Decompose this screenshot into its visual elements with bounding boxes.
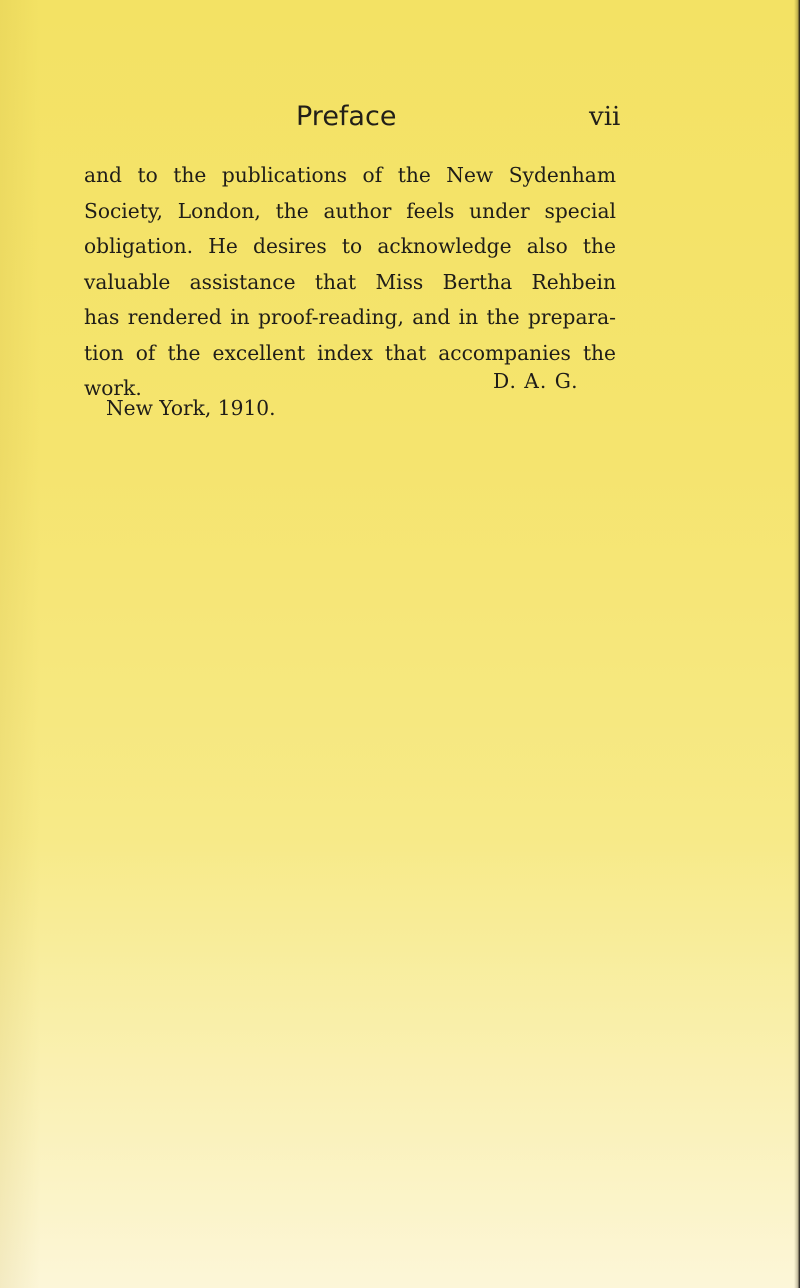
- page-number: vii: [589, 102, 621, 132]
- text-line: Society, London, the author feels under special: [84, 198, 616, 223]
- running-title: Preface: [296, 101, 397, 132]
- page-shading: [0, 0, 40, 1288]
- dateline: New York, 1910.: [106, 396, 276, 420]
- text-line: obligation. He desires to acknowledge also the: [84, 234, 616, 258]
- running-head: [0, 98, 800, 138]
- page-edge: [794, 0, 800, 1288]
- text-line: and to the publications of the New Sydenham: [84, 163, 616, 187]
- text-line: work.: [84, 376, 142, 400]
- text-line: has rendered in proof-reading, and in the prepara-: [84, 305, 616, 329]
- text-line: tion of the excellent index that accompanies the: [84, 340, 616, 365]
- author-initials: D. A. G.: [493, 369, 579, 393]
- text-line: valuable assistance that Miss Bertha Rehbein: [84, 269, 616, 294]
